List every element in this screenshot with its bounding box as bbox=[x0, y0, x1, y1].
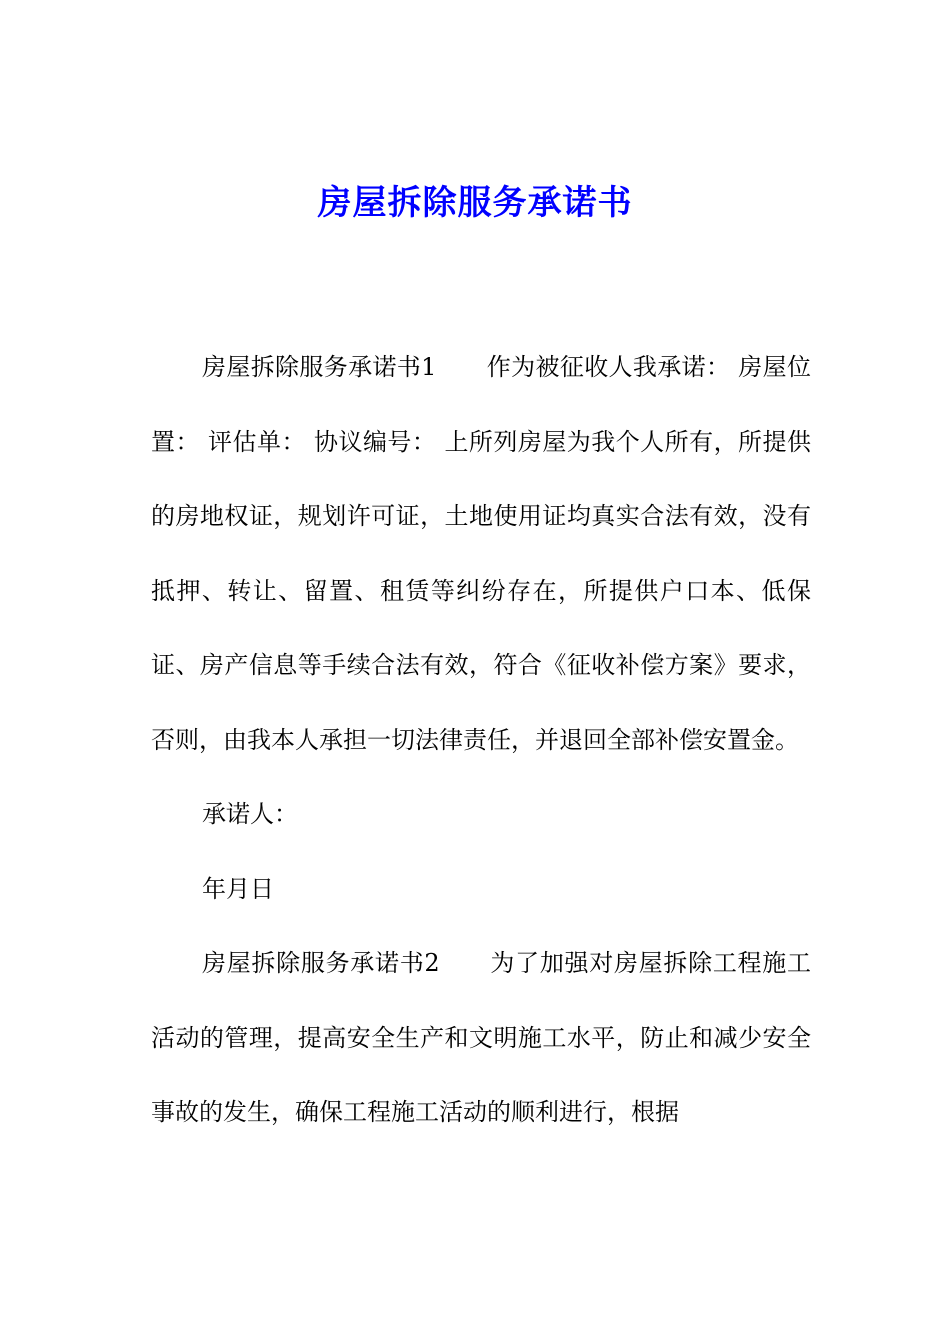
date-line: 年月日 bbox=[202, 874, 274, 903]
promisor-line: 承诺人： bbox=[202, 800, 298, 828]
paragraph-2-text: 为了加强对房屋拆除工程施工活动的管理，提高安全生产和文明施工水平，防止和减少安全事故的发生，确保工程施工活动的顺利进行，根据 bbox=[151, 949, 811, 1126]
paragraph-1-text: 作为被征收人我承诺： 房屋位置： 评估单： 协议编号： 上所列房屋为我个人所有，所提供的房地权证，规划许可证，土地使用证均真实合法有效，没有抵押、转让、留置、租赁等纠纷存在，所提供户口本、低保证、房产信息等手续合法有效，符合《征收补偿方案》要求，否则，由我本人承担一切法律责任，并退回全部补偿安置金。 bbox=[151, 353, 811, 754]
paragraph-2-heading: 房屋拆除服务承诺书2 bbox=[202, 949, 440, 977]
paragraph-1 bbox=[151, 330, 811, 777]
paragraph-2 bbox=[151, 926, 811, 1150]
document-title: 房屋拆除服务承诺书 bbox=[317, 183, 633, 223]
paragraph-1-heading: 房屋拆除服务承诺书1 bbox=[202, 353, 437, 381]
document-body bbox=[151, 330, 811, 1150]
